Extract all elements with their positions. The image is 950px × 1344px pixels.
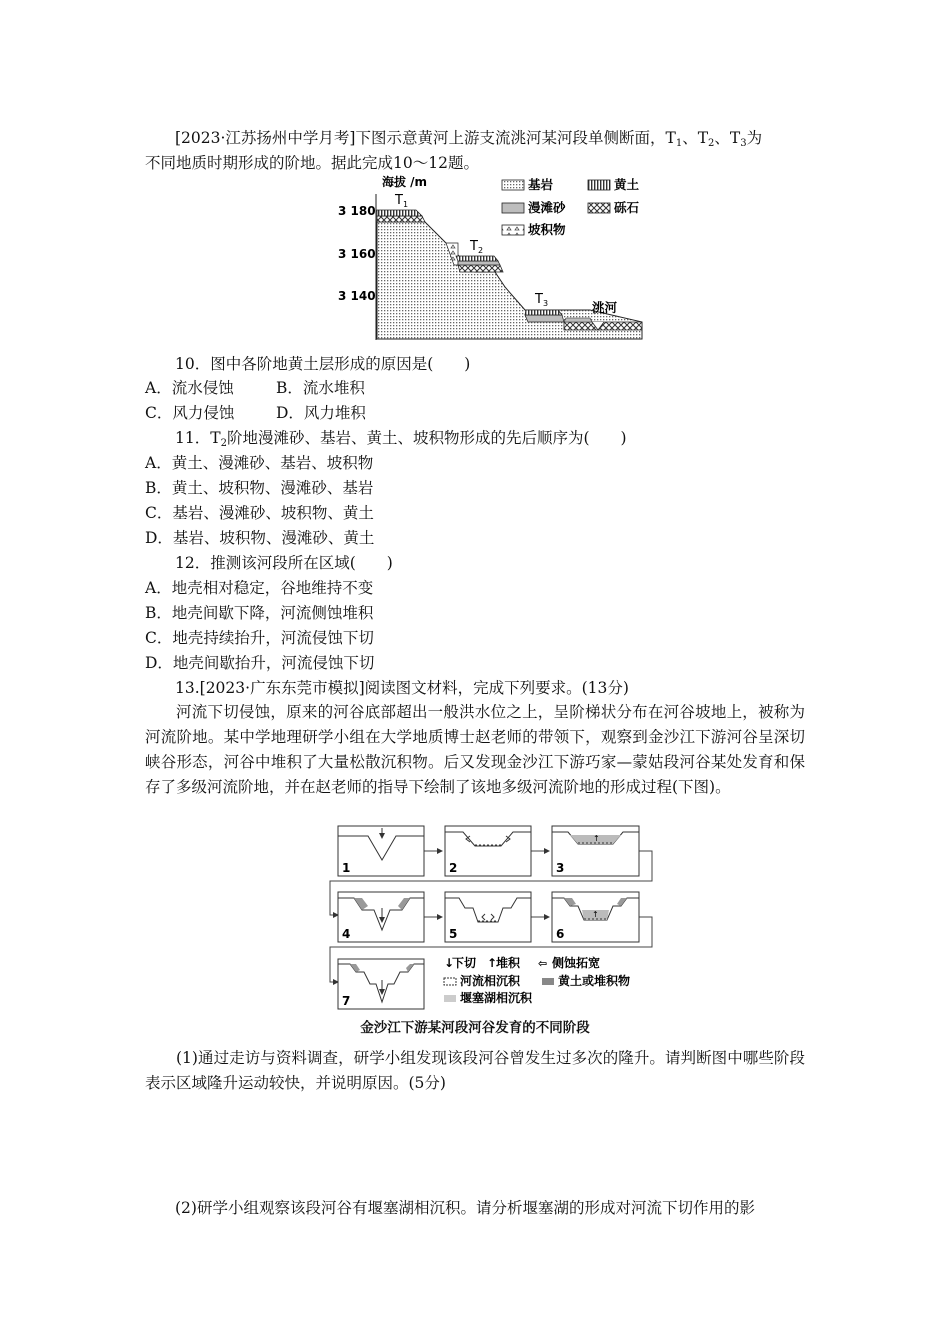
stage-4-number: 4 <box>342 927 351 941</box>
legend-sand-swatch <box>502 203 524 213</box>
stage-6-panel <box>552 892 639 942</box>
legend-dammed-lake-label: 堰塞湖相沉积 <box>460 991 533 1005</box>
legend-deposition-label: 堆积 <box>496 956 521 970</box>
t1-gravel <box>377 216 425 222</box>
q13-part-1: (1)通过走访与资料调查，研学小组发现该段河谷曾发生过多次的隆升。请判断图中哪些阶段表示区域隆升运动较快，并说明原因。(5分) <box>145 1049 805 1092</box>
stage-6-number: 6 <box>556 927 565 941</box>
q10-option-a[interactable]: A．流水侵蚀 <box>145 379 234 397</box>
terrace-cross-section-figure <box>330 172 650 344</box>
legend-loess-swatch <box>542 978 554 985</box>
q11-option-c[interactable]: C．基岩、漫滩砂、坡积物、黄土 <box>145 504 374 522</box>
stage-7-panel <box>338 959 424 1009</box>
stage-5-number: 5 <box>449 927 458 941</box>
y-axis-label: 海拔 /m <box>382 175 428 189</box>
legend-gravel-label: 砾石 <box>614 200 640 215</box>
q12-option-c[interactable]: C．地壳持续抬升，河流侵蚀下切 <box>145 629 374 647</box>
legend-sand-label: 漫滩砂 <box>528 200 566 215</box>
legend-slope-swatch <box>502 225 524 235</box>
q10-options-row-1 <box>145 378 365 398</box>
tick-label-3160: 3 160 <box>338 247 376 261</box>
q11-stem: 11．$T_2$阶地漫滩砂、基岩、黄土、坡积物形成的先后顺序为( ) <box>175 429 627 449</box>
svg-text:↑: ↑ <box>593 834 600 843</box>
legend-deposition-icon: ↑ <box>487 956 498 970</box>
q12-option-d[interactable]: D．地壳间歇抬升，河流侵蚀下切 <box>145 654 375 672</box>
t2-loess <box>456 256 498 261</box>
fig2-legend <box>444 955 630 1005</box>
legend-loess-swatch <box>588 180 610 190</box>
river-label: 洮河 <box>592 300 618 315</box>
q11-option-a[interactable]: A．黄土、漫滩砂、基岩、坡积物 <box>145 454 374 472</box>
stage-3-number: 3 <box>556 861 565 875</box>
t2-sand <box>458 261 500 265</box>
t2-gravel <box>458 265 503 272</box>
q13-header: 13.[2023·广东东莞市模拟]阅读图文材料，完成下列要求。(13分) <box>175 679 629 697</box>
legend-bedrock-label: 基岩 <box>528 177 554 192</box>
legend-bedrock-swatch <box>502 180 524 190</box>
q13-material: 河流下切侵蚀，原来的河谷底部超出一般洪水位之上，呈阶梯状分布在河谷坡地上，被称为河流阶地。某中学地理研学小组在大学地质博士赵老师的带领下，观察到金沙江下游河谷呈深切峡谷形态，河谷中堆积了大量松散沉积物。后又发现金沙江下游巧家—蒙姑段河谷某处发育和保存了多级河流阶地，并在赵老师的指导下绘制了该地多级河流阶地的形成过程(下图)。 <box>145 703 805 796</box>
legend-incision-icon: ↓ <box>444 956 455 970</box>
stage-1-number: 1 <box>342 861 351 875</box>
legend-loess-label: 黄土 <box>614 177 640 192</box>
legend-gravel-swatch <box>588 203 610 213</box>
stage-5-panel <box>445 892 531 942</box>
t2-label: $T_2$ <box>470 239 484 255</box>
stage-1-panel <box>338 826 424 876</box>
legend-lateral-erosion-label: 侧蚀拓宽 <box>552 956 601 970</box>
q12-option-a[interactable]: A．地壳相对稳定，谷地维持不变 <box>145 579 374 597</box>
q10-stem: 10．图中各阶地黄土层形成的原因是( ) <box>175 355 471 373</box>
bedrock-layer <box>377 222 642 339</box>
legend-fluvial-label: 河流相沉积 <box>460 974 521 988</box>
legend-incision-label: 下切 <box>452 956 477 970</box>
legend-lateral-erosion-icon: ⇦ <box>538 957 548 970</box>
t3-label: $T_3$ <box>535 292 549 308</box>
t3-loess <box>525 310 562 315</box>
q10-option-d[interactable]: D．风力堆积 <box>276 404 366 422</box>
t1-loess <box>377 210 422 216</box>
q11-option-d[interactable]: D．基岩、坡积物、漫滩砂、黄土 <box>145 529 375 547</box>
stage-7-number: 7 <box>342 994 351 1008</box>
stage-4-panel <box>338 892 424 942</box>
t1-label: $T_1$ <box>395 193 409 209</box>
q12-stem: 12．推测该河段所在区域( ) <box>175 554 393 572</box>
svg-text:↑: ↑ <box>592 910 599 919</box>
tick-label-3180: 3 180 <box>338 204 376 218</box>
q10-option-c[interactable]: C．风力侵蚀 <box>145 404 235 422</box>
river-sand <box>564 318 592 322</box>
intro-line-2: 不同地质时期形成的阶地。据此完成10～12题。 <box>145 154 479 172</box>
q13-part-2: (2)研学小组观察该段河谷有堰塞湖相沉积。请分析堰塞湖的形成对河流下切作用的影 <box>175 1199 755 1217</box>
tick-label-3140: 3 140 <box>338 289 376 303</box>
stage-3-panel <box>552 826 639 876</box>
intro-line-1: [2023·江苏扬州中学月考]下图示意黄河上游支流洮河某河段单侧断面，$T_1$、$T_2$、$T_3$为 <box>175 129 763 149</box>
legend-dammed-lake-swatch <box>444 995 456 1002</box>
stage-2-number: 2 <box>449 861 458 875</box>
fig2-caption: 金沙江下游某河段河谷发育的不同阶段 <box>360 1020 590 1036</box>
legend-fluvial-swatch <box>444 978 456 985</box>
q12-option-b[interactable]: B．地壳间歇下降，河流侧蚀堆积 <box>145 604 374 622</box>
stage-2-panel <box>445 826 531 876</box>
q10-option-b[interactable]: B．流水堆积 <box>276 379 365 397</box>
q11-option-b[interactable]: B．黄土、坡积物、漫滩砂、基岩 <box>145 479 374 497</box>
legend-slope-label: 坡积物 <box>528 222 566 237</box>
q10-options-row-2 <box>145 403 366 423</box>
valley-stages-figure <box>320 822 665 1012</box>
legend-loess-label: 黄土或堆积物 <box>558 974 631 988</box>
t3-sand <box>525 315 564 322</box>
